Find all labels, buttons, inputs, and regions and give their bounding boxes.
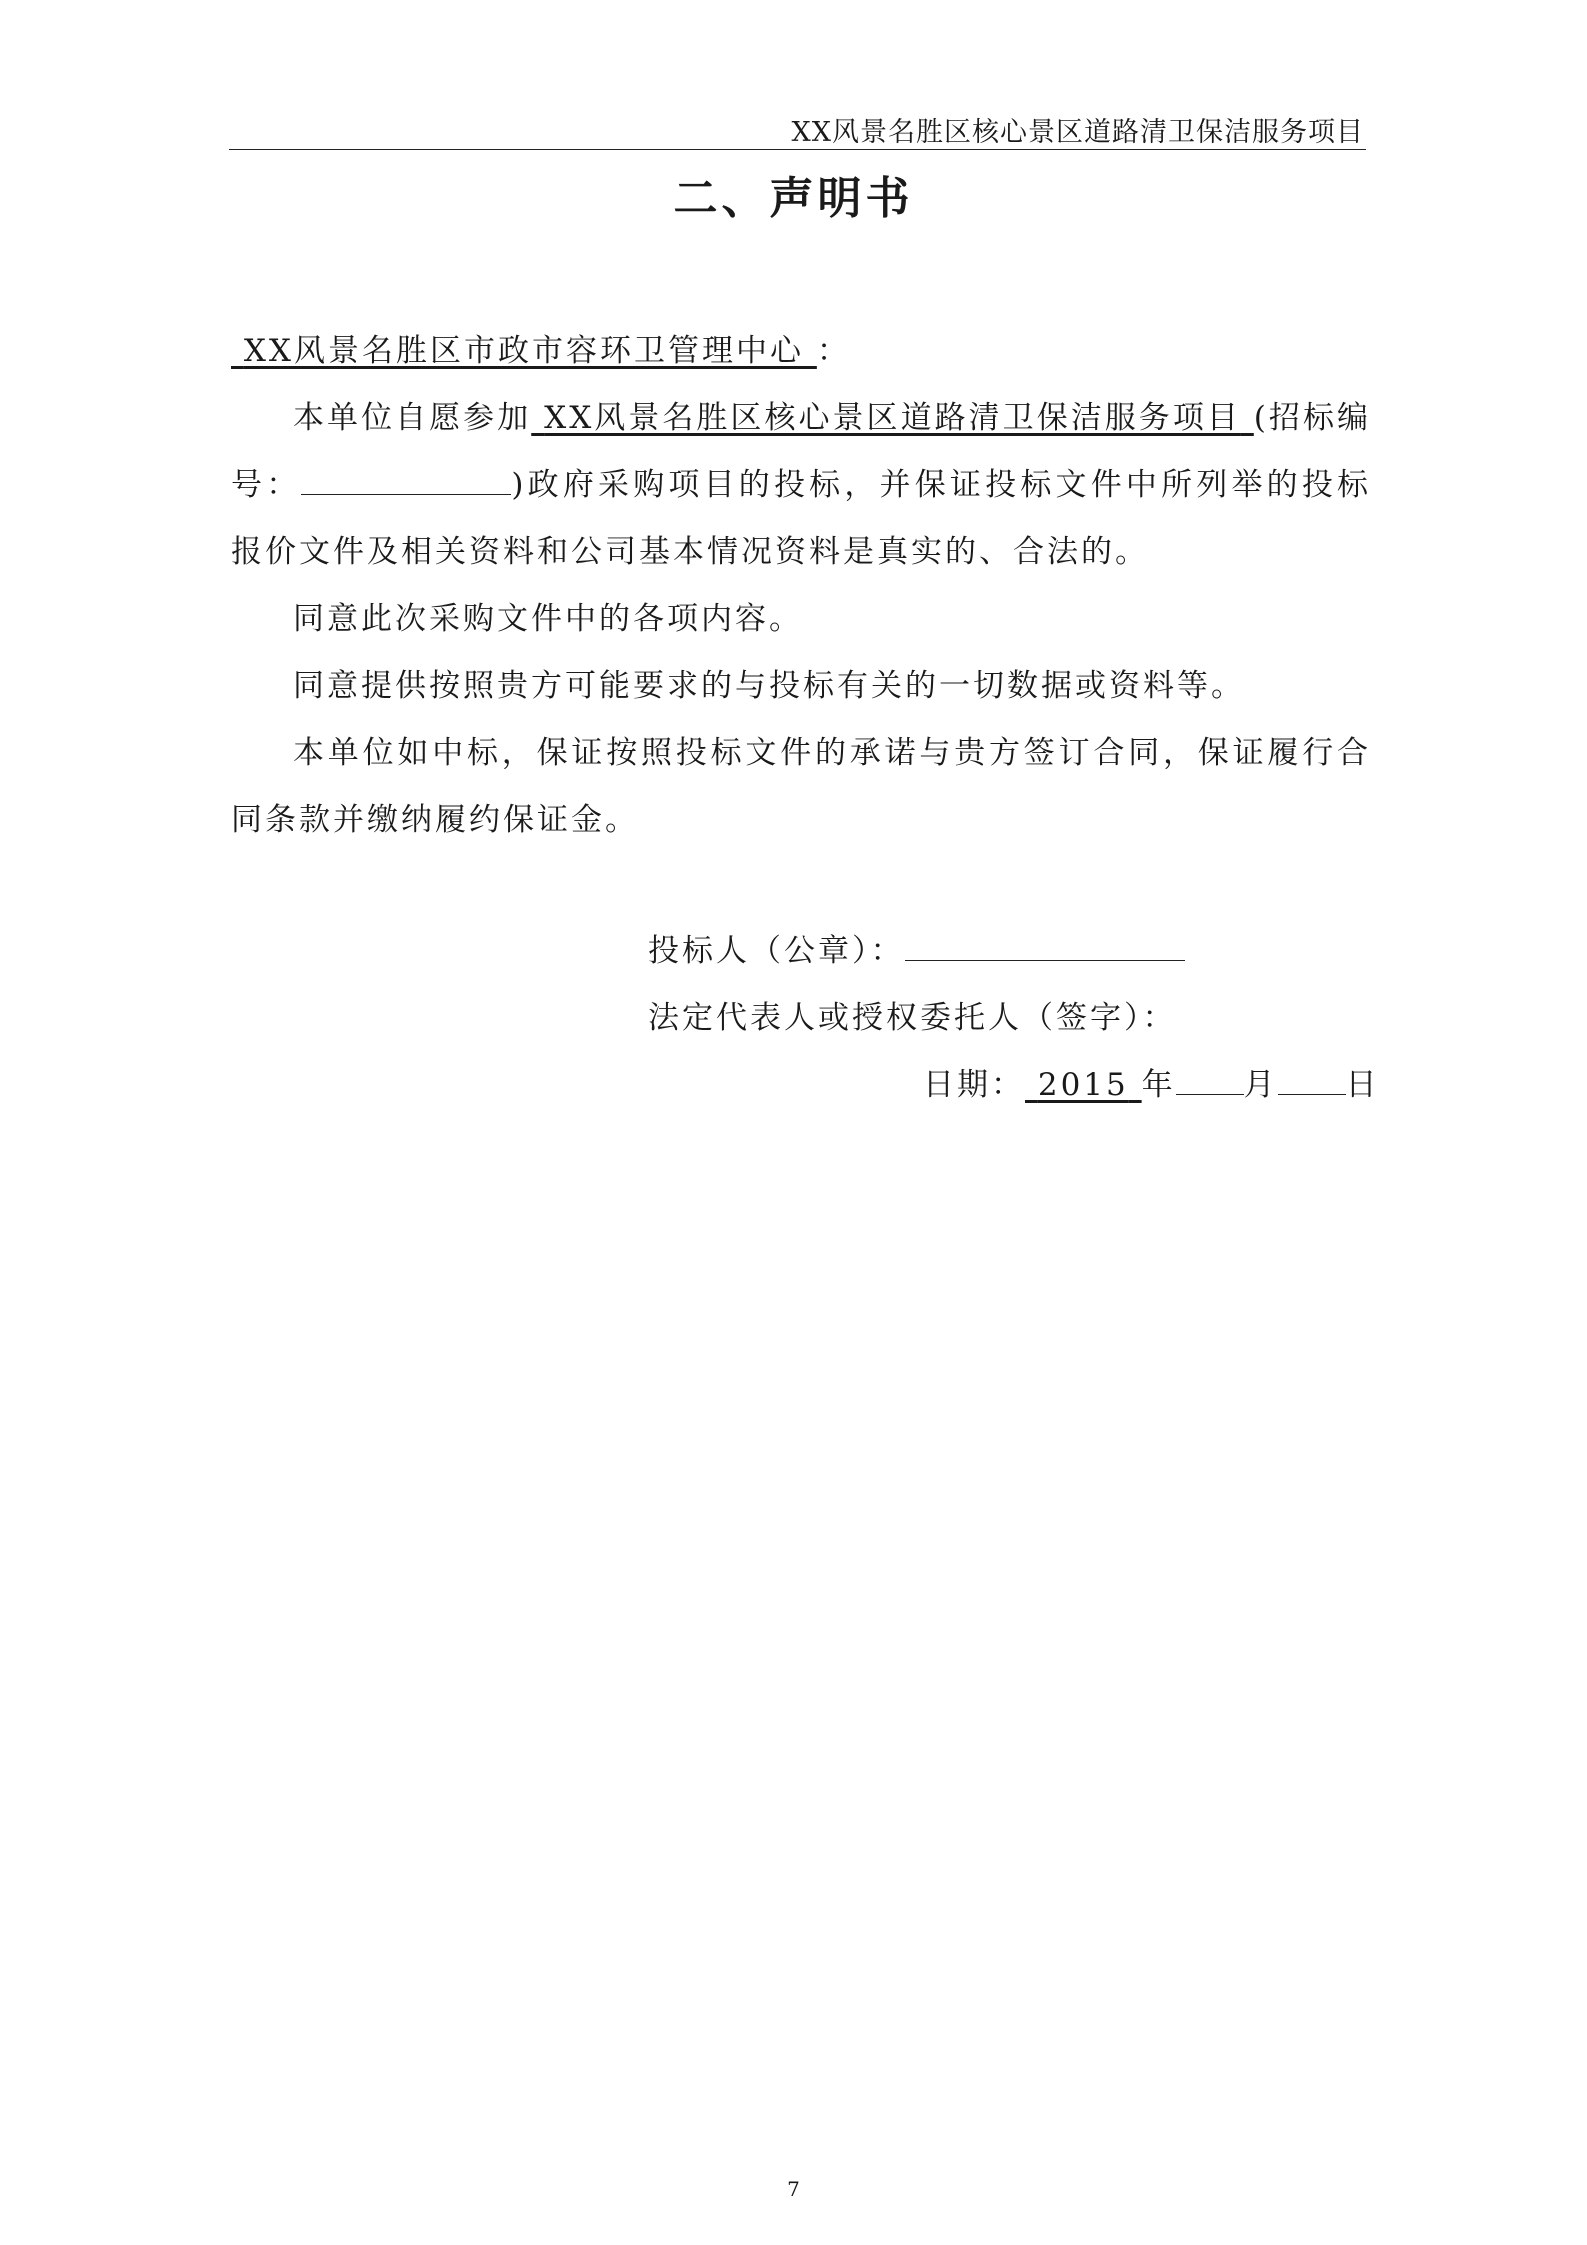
paragraph-participation: 本单位自愿参加 XX风景名胜区核心景区道路清卫保洁服务项目 (招标编号： )政府采购项目的投标，并保证投标文件中所列举的投标报价文件及相关资料和公司基本情况资料是真实的、合法的。 <box>231 400 1372 570</box>
paragraph-agree-contents: 同意此次采购文件中的各项内容。 <box>293 601 803 637</box>
addressee-suffix: ： <box>816 333 851 369</box>
running-header: XX风景名胜区核心景区道路清卫保洁服务项目 <box>791 117 1364 148</box>
bidder-seal-blank <box>905 932 1185 961</box>
addressee-name: XX风景名胜区市政市容环卫管理中心 <box>243 333 804 369</box>
declaration-body <box>231 318 1371 854</box>
bid-number-blank <box>301 466 511 495</box>
date-line: 日期： 2015 年 月 日 <box>923 1067 1380 1103</box>
project-name: XX风景名胜区核心景区道路清卫保洁服务项目 <box>544 400 1241 436</box>
date-year: 2015 <box>1037 1067 1129 1103</box>
addressee-line <box>231 318 1371 385</box>
representative-signature-line: 法定代表人或授权委托人（签字）： <box>648 1000 1177 1036</box>
page-title: 二、声明书 <box>673 173 914 224</box>
paragraph-agree-provide: 同意提供按照贵方可能要求的与投标有关的一切数据或资料等。 <box>293 668 1245 704</box>
date-day-blank <box>1278 1066 1346 1095</box>
header-rule <box>229 149 1366 150</box>
bidder-seal-line: 投标人（公章）： <box>648 925 1185 970</box>
date-month-blank <box>1176 1066 1244 1095</box>
paragraph-contract-commitment: 本单位如中标，保证按照投标文件的承诺与贵方签订合同，保证履行合同条款并缴纳履约保证金。 <box>231 735 1371 838</box>
page-number: 7 <box>787 2177 800 2201</box>
